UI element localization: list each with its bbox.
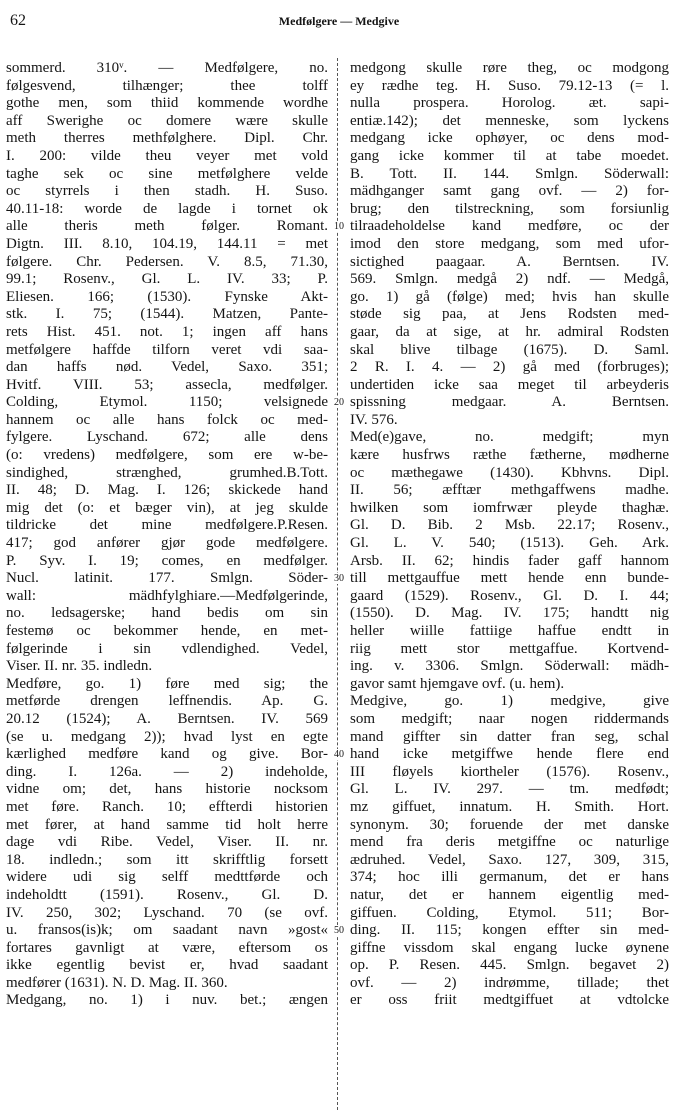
- text-line: tilraadeholdelse kand medføre, oc der: [350, 218, 669, 235]
- text-line: dan haffs nød. Vedel, Saxo. 351;: [6, 359, 328, 376]
- text-line: 18. indledn.; som itt skrifftlig forsett: [6, 851, 328, 868]
- text-line: Medgang, no. 1) i nuv. bet.; ængen: [6, 992, 328, 1009]
- text-line: aff Swerighe oc domere wære skulle: [6, 112, 328, 129]
- text-line: følgesvend, tilhænger; thee tolff: [6, 77, 328, 94]
- left-column: [6, 60, 328, 1010]
- text-line: u. fransos(is)k; om saadant navn »gost«: [6, 922, 328, 939]
- text-line: met føre. Ranch. 10; effterdi historien: [6, 798, 328, 815]
- text-line: Gl. D. Bib. 2 Msb. 22.17; Rosenv.,: [350, 517, 669, 534]
- text-line: (1550). D. Mag. IV. 175; handtt nig: [350, 605, 669, 622]
- text-line: met fører, at hand samme tid holt herre: [6, 816, 328, 833]
- text-line: kærlighed medføre kand og give. Bor-: [6, 746, 328, 763]
- line-number-marker: 30: [331, 573, 347, 584]
- text-line: nulla prospera. Horolog. æt. sapi-: [350, 95, 669, 112]
- text-line: II. 56; æfftær methgaffwens madhe.: [350, 482, 669, 499]
- text-line: IV. 250, 302; Lyschand. 70 (se ovf.: [6, 904, 328, 921]
- text-line: 99.1; Rosenv., Gl. L. IV. 33; P.: [6, 271, 328, 288]
- text-line: hwilken som iomfrwær pleyde thaghæ.: [350, 499, 669, 516]
- text-line: undertiden icke saa meget til arbeyderis: [350, 376, 669, 393]
- text-line: Digtn. III. 8.10, 104.19, 144.11 = met: [6, 235, 328, 252]
- text-line: entiæ.142); det menneske, som lyckens: [350, 112, 669, 129]
- text-line: I. 200: vilde theu veyer met vold: [6, 147, 328, 164]
- text-line: stk. I. 75; (1544). Matzen, Pante-: [6, 306, 328, 323]
- text-line: Eliesen. 166; (1530). Fynske Akt-: [6, 288, 328, 305]
- text-line: hand icke metgiffwe hende flere end: [350, 746, 669, 763]
- text-line: oc styrrels i then stadh. H. Suso.: [6, 183, 328, 200]
- text-line: Medføre, go. 1) føre med sig; the: [6, 675, 328, 692]
- text-line: mädhganger samt gang ovf. — 2) for-: [350, 183, 669, 200]
- text-line: heller wiille fattiige haffue endtt in: [350, 623, 669, 639]
- text-line: spissning medgaar. A. Berntsen.: [350, 394, 669, 411]
- text-line: ing. v. 3306. Smlgn. Söderwall: mädh-: [350, 658, 669, 675]
- running-title: Medfølgere — Medgive: [278, 14, 400, 28]
- line-number-marker: 50: [331, 925, 347, 936]
- text-line: no. ledsagerske; hand bedis om sin: [6, 605, 328, 622]
- text-line: mz giffuet, innatum. H. Smith. Hort.: [350, 798, 669, 815]
- text-line: som medgift; naar nogen riddermands: [350, 710, 669, 727]
- text-line: sindighed, strænghed, grumhed.B.Tott.: [6, 464, 328, 481]
- text-line: 569. Smlgn. medgå 2) ndf. — Medgå,: [350, 271, 669, 288]
- text-line: ding. I. 126a. — 2) indeholde,: [6, 763, 328, 780]
- text-line: Hvitf. VIII. 53; assecla, medfølger.: [6, 376, 328, 393]
- text-line: Medgive, go. 1) medgive, give: [350, 693, 669, 710]
- text-line: mend fra deris metgiffne oc naturlige: [350, 834, 669, 851]
- text-line: indeholdtt (1591). Rosenv., Gl. D.: [6, 886, 328, 903]
- text-line: P. Syv. I. 19; comes, en medfølger.: [6, 552, 328, 569]
- text-line: medgong skulle røre theg, oc modgong: [350, 60, 669, 76]
- text-line: II. 48; D. Mag. I. 126; skickede hand: [6, 482, 328, 499]
- text-line: 20.12 (1524); A. Berntsen. IV. 569: [6, 710, 328, 727]
- text-line: riig mett stor mettgaffue. Kortvend-: [350, 640, 669, 657]
- text-line: ey rædhe teg. H. Suso. 79.12-13 (= l.: [350, 77, 669, 94]
- text-line: Colding, Etymol. 1150; velsignede: [6, 394, 328, 411]
- text-line: gaard (1529). Rosenv., Gl. D. I. 44;: [350, 587, 669, 604]
- text-line: metførde drengen leffnendis. Ap. G.: [6, 693, 328, 710]
- text-line: dage vdi Ribe. Vedel, Viser. II. nr.: [6, 834, 328, 851]
- text-line: meth therres methfølghere. Dipl. Chr.: [6, 130, 328, 147]
- text-line: Med(e)gave, no. medgift; myn: [350, 429, 669, 446]
- text-line: medgang icke ophøyer, oc dens mod-: [350, 130, 669, 147]
- text-line: taghe sek oc sine metfølghere velde: [6, 165, 328, 182]
- text-line: go. 1) gå (følge) med; hvis han skulle: [350, 288, 669, 305]
- text-line: 374; hoc illi germanum, det er hans: [350, 869, 669, 886]
- text-line: ding. II. 115; kongen effter sin med-: [350, 922, 669, 939]
- text-line: (o: vredens) medfølgere, som ere w-be-: [6, 447, 328, 464]
- text-line: Gl. L. V. 540; (1513). Geh. Ark.: [350, 535, 669, 552]
- text-line: brug; den tilstreckning, som forsiunlig: [350, 200, 669, 217]
- text-line: 2 R. I. 4. — 2) gå med (forbruges);: [350, 359, 669, 376]
- text-line: natur, det er hannem eigentlig med-: [350, 886, 669, 903]
- text-line: widere udi sig selff medttførde och: [6, 869, 328, 886]
- text-line: (se u. medgang 2)); hvad lyst en egte: [6, 728, 328, 745]
- text-line: imod den store medgang, som med ufor-: [350, 235, 669, 252]
- text-line: mand giffter sin datter fran seg, schal: [350, 728, 669, 745]
- text-line: er oss friit medtgiffuet at vdtolcke: [350, 992, 669, 1009]
- text-line: Viser. II. nr. 35. indledn.: [6, 658, 153, 675]
- text-line: kære husfrws ræthe fætherne, mødherne: [350, 447, 669, 464]
- text-line: ovf. — 2) indrømme, tillade; thet: [350, 974, 669, 991]
- line-number-marker: 40: [331, 749, 347, 760]
- text-line: B. Tott. II. 144. Smlgn. Söderwall:: [350, 165, 669, 182]
- text-line: alle theris meth følger. Romant.: [6, 218, 328, 235]
- line-number-marker: 10: [331, 221, 347, 232]
- text-line: medfører (1631). N. D. Mag. II. 360.: [6, 974, 228, 991]
- text-line: sommerd. 310ᵛ. — Medfølgere, no.: [6, 60, 328, 76]
- text-line: Arsb. II. 62; hindis fader gaff hannom: [350, 552, 669, 569]
- text-line: gang icke kommer til at tabe moedet.: [350, 147, 669, 164]
- page-number: 62: [10, 12, 26, 29]
- text-line: følgerinde i sin vdlendighed. Vedel,: [6, 640, 328, 657]
- text-line: IV. 576.: [350, 411, 398, 428]
- text-line: vidne om; det, hans historie nocksom: [6, 781, 328, 798]
- text-line: sictighed paagaar. A. Berntsen. IV.: [350, 253, 669, 270]
- text-line: synonym. 30; foruende der met danske: [350, 816, 669, 833]
- text-line: oc mæthegawe (1430). Kbhvns. Dipl.: [350, 464, 669, 481]
- text-line: Nucl. latinit. 177. Smlgn. Söder-: [6, 570, 328, 587]
- text-line: gaar, da at sige, at hr. admiral Rodsten: [350, 323, 669, 340]
- text-line: 40.11-18: worde de lagde i tornet ok: [6, 200, 328, 217]
- text-line: festemø oc bekommer hende, en met-: [6, 623, 328, 639]
- text-line: 417; god anfører gjør gode medfølgere.: [6, 535, 328, 552]
- text-line: Gl. L. IV. 297. — tm. medfødt;: [350, 781, 669, 798]
- text-line: følgere. Chr. Pedersen. V. 8.5, 71.30,: [6, 253, 328, 270]
- text-line: gothe men, som thiid kommende wordhe: [6, 95, 328, 112]
- text-line: tildricke det mine medfølgere.P.Resen.: [6, 517, 328, 534]
- text-line: støde sig paa, at Jens Rodsten med-: [350, 306, 669, 323]
- text-line: wall: mädhfylghiare.—Medfølgerinde,: [6, 587, 328, 604]
- text-line: mig det (o: et bæger vin), at jeg skulde: [6, 499, 328, 516]
- text-line: ikke egentlig bevist er, hvad saadant: [6, 957, 328, 974]
- text-line: giffuen. Colding, Etymol. 511; Bor-: [350, 904, 669, 921]
- text-line: rets Hist. 451. not. 1; ingen aff hans: [6, 323, 328, 340]
- text-line: ædruhed. Vedel, Saxo. 127, 309, 315,: [350, 851, 669, 868]
- right-column: [350, 60, 669, 1010]
- text-line: giffne vissdom skal engang lucke øynene: [350, 939, 669, 956]
- line-number-marker: 20: [331, 397, 347, 408]
- text-line: till mettgauffue mett hende enn bunde-: [350, 570, 669, 587]
- text-line: gavor samt hjemgave ovf. (u. hem).: [350, 675, 565, 692]
- text-line: skal blive tilbage (1675). D. Saml.: [350, 341, 669, 358]
- text-line: fortares gavnligt at være, eftersom os: [6, 939, 328, 956]
- text-line: hannem oc alle hans folck oc med-: [6, 411, 328, 428]
- text-line: metfølgere haffde tilforn veret vdi saa-: [6, 341, 328, 358]
- text-line: III fløyels kiortheler (1576). Rosenv.,: [350, 763, 669, 780]
- text-line: op. P. Resen. 445. Smlgn. begavet 2): [350, 957, 669, 974]
- text-line: fylgere. Lyschand. 672; alle dens: [6, 429, 328, 446]
